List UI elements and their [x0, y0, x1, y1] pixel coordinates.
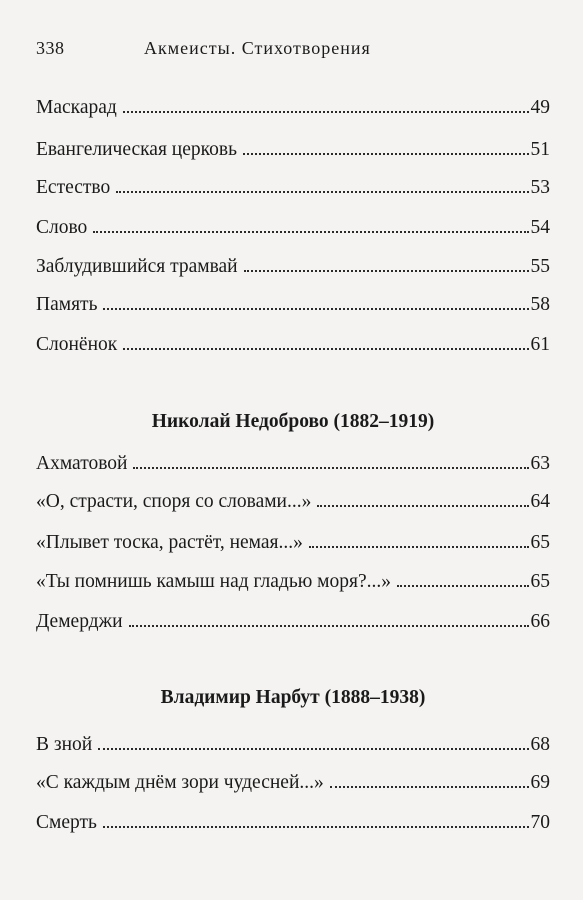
section-heading: Владимир Нарбут (1888–1938)	[160, 687, 426, 708]
toc-entry-title: Заблудившийся трамвай	[36, 256, 238, 277]
page-number: 338	[36, 38, 65, 58]
dot-leader	[103, 826, 529, 828]
dot-leader	[330, 786, 529, 788]
dot-leader	[309, 546, 529, 548]
toc-entry[interactable]	[36, 293, 550, 317]
toc-entry-page: 53	[530, 177, 550, 198]
toc-entry[interactable]	[36, 176, 550, 200]
dot-leader	[103, 308, 528, 310]
toc-entry[interactable]	[36, 452, 550, 476]
dot-leader	[317, 505, 528, 507]
toc-entry-title: Слово	[36, 217, 88, 238]
toc-entry[interactable]	[36, 771, 550, 795]
page-header	[36, 38, 547, 64]
toc-entry-page: 64	[530, 491, 550, 512]
toc-entry[interactable]	[36, 531, 550, 555]
toc-entry-page: 51	[530, 139, 550, 160]
toc-entry-page: 49	[530, 97, 550, 118]
toc-entry-page: 65	[530, 532, 550, 553]
dot-leader	[129, 625, 529, 627]
toc-entry-title: Евангелическая церковь	[36, 139, 237, 160]
toc-entry[interactable]	[36, 216, 550, 240]
toc-entry-title: «Ты помнишь камыш над гладью моря?...»	[36, 571, 392, 592]
toc-entry-title: «О, страсти, споря со словами...»	[36, 491, 312, 512]
dot-leader	[123, 348, 528, 350]
toc-entry[interactable]	[36, 811, 550, 835]
toc-entry[interactable]	[36, 610, 550, 634]
toc-entry-page: 61	[530, 334, 550, 355]
toc-entry-page: 58	[530, 294, 550, 315]
toc-entry-title: Естество	[36, 177, 111, 198]
toc-entry[interactable]	[36, 138, 550, 162]
dot-leader	[98, 748, 528, 750]
running-title: Акмеисты. Стихотворения	[144, 38, 371, 58]
toc-entry-title: Память	[36, 294, 98, 315]
dot-leader	[397, 585, 528, 587]
toc-entry-title: «Плывет тоска, растёт, немая...»	[36, 532, 303, 553]
toc-entry-page: 70	[530, 812, 550, 833]
toc-entry-page: 54	[530, 217, 550, 238]
toc-entry-title: Маскарад	[36, 97, 117, 118]
dot-leader	[244, 270, 529, 272]
toc-entry-page: 69	[530, 772, 550, 793]
toc-entry-page: 68	[530, 734, 550, 755]
toc-entry-page: 65	[530, 571, 550, 592]
toc-entry[interactable]	[36, 255, 550, 279]
dot-leader	[116, 191, 528, 193]
toc-entry[interactable]	[36, 570, 550, 594]
toc-entry[interactable]	[36, 96, 550, 120]
toc-entry-title: Ахматовой	[36, 453, 128, 474]
toc-entry[interactable]	[36, 490, 550, 514]
toc-entry-title: «С каждым днём зори чудесней...»	[36, 772, 324, 793]
toc-entry-page: 55	[530, 256, 550, 277]
dot-leader	[93, 231, 528, 233]
dot-leader	[133, 467, 528, 469]
dot-leader	[243, 153, 529, 155]
toc-entry-page: 66	[530, 611, 550, 632]
toc-entry-page: 63	[530, 453, 550, 474]
dot-leader	[123, 111, 529, 113]
toc-entry[interactable]	[36, 733, 550, 757]
toc-entry-title: Демерджи	[36, 611, 123, 632]
toc-entry-title: Смерть	[36, 812, 97, 833]
toc-entry-title: В зной	[36, 734, 93, 755]
section-heading: Николай Недоброво (1882–1919)	[151, 411, 435, 432]
toc-entry[interactable]	[36, 333, 550, 357]
toc-entry-title: Слонёнок	[36, 334, 118, 355]
